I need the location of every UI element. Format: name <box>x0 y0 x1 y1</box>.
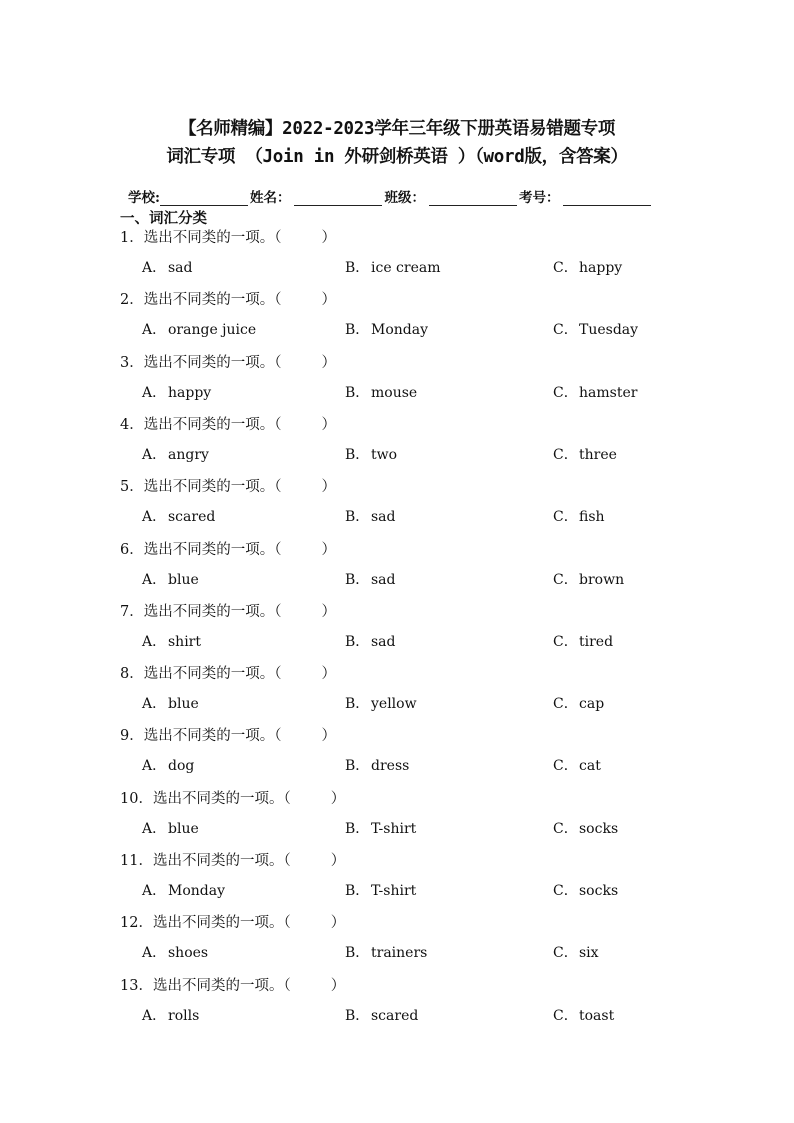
option-text: Monday <box>371 322 428 339</box>
question-close-paren: ） <box>330 915 346 932</box>
option-text: trainers <box>371 945 428 962</box>
name-label: 姓名： <box>249 190 291 206</box>
option-letter: A． <box>142 945 167 962</box>
question-close-paren: ） <box>321 230 336 246</box>
option-b[interactable] <box>345 382 417 404</box>
option-letter: A． <box>142 322 167 339</box>
option-letter: B． <box>345 509 370 526</box>
option-text: dress <box>371 758 410 775</box>
school-label: 学校: <box>128 190 160 206</box>
option-b[interactable] <box>345 755 409 777</box>
option-letter: A． <box>142 446 167 463</box>
option-c[interactable] <box>553 444 617 466</box>
question-stem <box>120 288 336 312</box>
option-text: Monday <box>168 883 225 899</box>
option-text: blue <box>168 571 199 588</box>
question-stem <box>120 226 336 250</box>
option-b[interactable] <box>345 319 428 341</box>
question-stem <box>120 413 336 437</box>
option-text: happy <box>579 260 623 276</box>
school-blank[interactable] <box>160 191 248 206</box>
option-text: mouse <box>371 384 418 401</box>
option-letter: A． <box>142 384 167 401</box>
option-c[interactable] <box>553 569 624 591</box>
option-letter: C． <box>553 883 578 899</box>
question-number: 12． <box>120 915 153 932</box>
option-text: cat <box>579 758 601 775</box>
option-a[interactable] <box>142 693 199 715</box>
option-text: shoes <box>168 945 209 962</box>
question-number: 13． <box>120 977 153 994</box>
question-text: 选出不同类的一项。（ <box>143 728 282 745</box>
question-text: 选出不同类的一项。（ <box>143 416 282 433</box>
option-a[interactable] <box>142 755 194 777</box>
option-letter: B． <box>345 571 370 588</box>
question-text: 选出不同类的一项。（ <box>152 977 291 994</box>
question-stem <box>120 662 336 686</box>
question-text: 选出不同类的一项。（ <box>143 292 282 309</box>
option-letter: A． <box>142 509 167 526</box>
option-a[interactable] <box>142 444 209 466</box>
option-a[interactable] <box>142 257 193 279</box>
question-close-paren: ） <box>321 666 336 683</box>
question-stem <box>120 600 336 624</box>
option-letter: C． <box>553 260 578 276</box>
option-text: toast <box>579 1007 615 1024</box>
option-text: brown <box>579 571 625 588</box>
option-text: hamster <box>579 384 638 401</box>
option-b[interactable] <box>345 569 396 591</box>
option-letter: A． <box>142 883 167 899</box>
option-letter: B． <box>345 883 370 899</box>
title-line-2: 词汇专项 （Join in 外研剑桥英语 ）（word版，含答案） <box>166 147 628 167</box>
option-text: three <box>579 446 617 463</box>
option-letter: B． <box>345 260 370 276</box>
option-letter: C． <box>553 509 578 526</box>
option-letter: A． <box>142 820 167 837</box>
option-letter: C． <box>553 446 578 463</box>
option-text: sad <box>371 633 396 650</box>
option-b[interactable] <box>345 818 416 840</box>
option-letter: B． <box>345 384 370 401</box>
option-b[interactable] <box>345 631 396 653</box>
option-text: six <box>579 945 599 962</box>
option-letter: A． <box>142 260 167 276</box>
question-stem <box>120 911 345 935</box>
question-close-paren: ） <box>330 790 346 807</box>
option-c[interactable] <box>553 880 618 902</box>
option-b[interactable] <box>345 880 416 902</box>
question-number: 10． <box>120 790 153 807</box>
option-text: yellow <box>371 696 417 713</box>
option-text: Tuesday <box>579 322 639 339</box>
option-letter: C． <box>553 758 578 775</box>
option-text: tired <box>579 633 614 650</box>
option-letter: A． <box>142 758 167 775</box>
option-c[interactable] <box>553 942 599 964</box>
option-text: sad <box>371 509 396 526</box>
option-letter: B． <box>345 1007 370 1024</box>
option-c[interactable] <box>553 506 605 528</box>
question-text: 选出不同类的一项。（ <box>143 479 282 496</box>
option-text: two <box>371 446 398 463</box>
option-b[interactable] <box>345 942 427 964</box>
option-text: cap <box>579 696 605 713</box>
option-c[interactable] <box>553 631 613 653</box>
option-letter: C． <box>553 1007 578 1024</box>
title-line-1: 【名师精编】2022-2023学年三年级下册英语易错题专项 <box>178 119 616 139</box>
option-text: T-shirt <box>371 820 417 837</box>
option-b[interactable] <box>345 257 441 279</box>
question-close-paren: ） <box>321 603 336 620</box>
option-text: angry <box>168 446 209 463</box>
option-text: scared <box>168 509 216 526</box>
option-letter: A． <box>142 1007 167 1024</box>
question-number: 4． <box>120 416 144 433</box>
question-close-paren: ） <box>321 354 336 371</box>
question-close-paren: ） <box>330 977 346 994</box>
option-letter: C． <box>553 571 578 588</box>
question-text: 选出不同类的一项。（ <box>143 603 282 620</box>
option-letter: C． <box>553 322 578 339</box>
student-info-row <box>128 186 653 206</box>
number-label: 考号： <box>518 190 560 206</box>
option-c[interactable] <box>553 382 637 404</box>
name-blank[interactable] <box>294 191 382 206</box>
option-letter: B． <box>345 820 370 837</box>
option-text: socks <box>579 820 619 837</box>
option-text: blue <box>168 696 199 713</box>
question-text: 选出不同类的一项。（ <box>143 230 282 246</box>
option-text: blue <box>168 820 199 837</box>
option-a[interactable] <box>142 942 208 964</box>
option-text: dog <box>168 758 195 775</box>
option-letter: B． <box>345 633 370 650</box>
question-number: 9． <box>120 728 144 745</box>
option-b[interactable] <box>345 444 397 466</box>
class-blank[interactable] <box>429 191 517 206</box>
option-letter: C． <box>553 633 578 650</box>
option-a[interactable] <box>142 1005 199 1027</box>
question-close-paren: ） <box>330 853 346 869</box>
question-number: 5． <box>120 479 144 496</box>
option-letter: C． <box>553 384 578 401</box>
option-c[interactable] <box>553 818 618 840</box>
option-b[interactable] <box>345 1005 418 1027</box>
question-number: 6． <box>120 541 144 558</box>
option-a[interactable] <box>142 319 256 341</box>
option-c[interactable] <box>553 693 604 715</box>
option-c[interactable] <box>553 755 601 777</box>
question-stem <box>120 351 336 375</box>
question-close-paren: ） <box>321 416 336 433</box>
option-text: rolls <box>168 1007 200 1024</box>
option-text: sad <box>371 571 396 588</box>
question-stem <box>120 475 336 499</box>
option-text: T-shirt <box>371 883 417 899</box>
option-letter: C． <box>553 945 578 962</box>
option-letter: B． <box>345 322 370 339</box>
option-letter: A． <box>142 571 167 588</box>
option-text: ice cream <box>371 260 441 276</box>
question-close-paren: ） <box>321 292 336 309</box>
number-blank[interactable] <box>563 191 651 206</box>
option-letter: C． <box>553 696 578 713</box>
option-c[interactable] <box>553 257 622 279</box>
question-text: 选出不同类的一项。（ <box>152 790 291 807</box>
question-text: 选出不同类的一项。（ <box>143 666 282 683</box>
option-text: sad <box>168 260 193 276</box>
question-number: 7． <box>120 603 144 620</box>
question-stem <box>120 974 345 998</box>
option-a[interactable] <box>142 880 225 902</box>
question-close-paren: ） <box>321 479 336 496</box>
question-stem <box>120 787 345 811</box>
option-letter: A． <box>142 633 167 650</box>
class-label: 班级： <box>384 190 425 206</box>
option-text: socks <box>579 883 619 899</box>
option-c[interactable] <box>553 1005 614 1027</box>
section-title: 一、词汇分类 <box>120 210 207 227</box>
question-number: 8． <box>120 666 144 683</box>
question-text: 选出不同类的一项。（ <box>143 541 282 558</box>
option-a[interactable] <box>142 631 201 653</box>
question-stem <box>120 724 336 748</box>
option-letter: B． <box>345 696 370 713</box>
question-close-paren: ） <box>321 728 336 745</box>
option-a[interactable] <box>142 818 199 840</box>
option-text: fish <box>579 509 605 526</box>
question-number: 2． <box>120 292 144 309</box>
option-b[interactable] <box>345 693 417 715</box>
option-a[interactable] <box>142 569 199 591</box>
question-number: 3． <box>120 354 144 371</box>
question-text: 选出不同类的一项。（ <box>152 853 291 869</box>
option-letter: A． <box>142 696 167 713</box>
question-text: 选出不同类的一项。（ <box>143 354 282 371</box>
question-close-paren: ） <box>321 541 336 558</box>
option-a[interactable] <box>142 382 211 404</box>
option-letter: B． <box>345 758 370 775</box>
question-stem <box>120 849 345 873</box>
question-number: 1． <box>120 230 144 246</box>
question-text: 选出不同类的一项。（ <box>152 915 291 932</box>
option-c[interactable] <box>553 319 638 341</box>
option-text: scared <box>371 1007 419 1024</box>
option-text: orange juice <box>168 322 257 339</box>
option-letter: B． <box>345 945 370 962</box>
option-letter: C． <box>553 820 578 837</box>
option-b[interactable] <box>345 506 396 528</box>
option-text: happy <box>168 384 212 401</box>
option-letter: B． <box>345 446 370 463</box>
option-text: shirt <box>168 633 201 650</box>
option-a[interactable] <box>142 506 215 528</box>
question-stem <box>120 538 336 562</box>
question-number: 11． <box>120 853 153 869</box>
